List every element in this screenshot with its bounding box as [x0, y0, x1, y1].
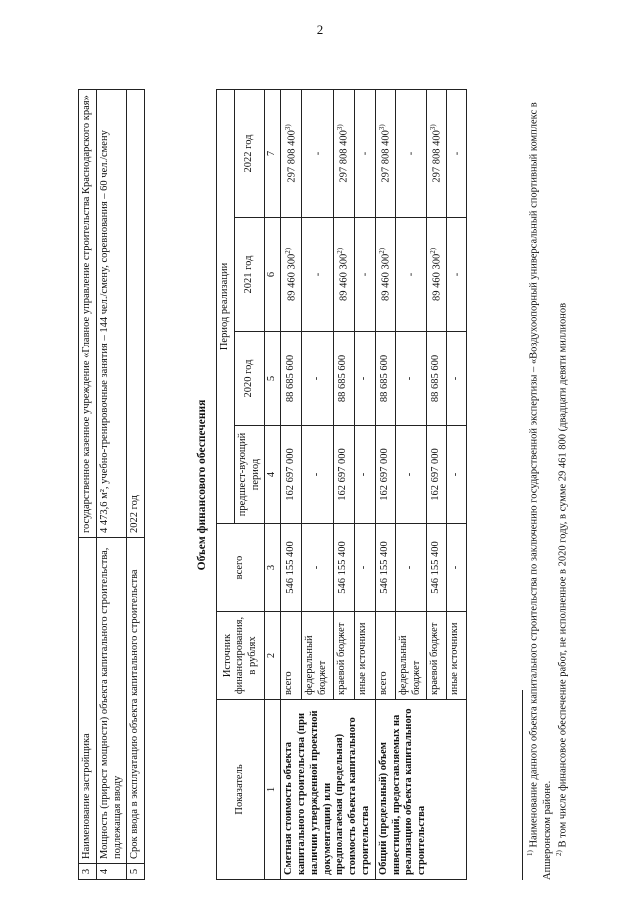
- year-2020-cell: 88 685 600: [281, 332, 302, 426]
- year-2020-cell: 88 685 600: [375, 332, 395, 426]
- amount: 297 808 400: [338, 130, 350, 183]
- year-2021-cell: [396, 218, 427, 332]
- amount: -: [359, 151, 371, 156]
- row-value: государственное казенное учреждение «Главное управление строительства Краснодарского края»: [79, 90, 97, 538]
- prev-period-cell: -: [354, 426, 375, 524]
- year-2020-cell: 88 685 600: [426, 332, 446, 426]
- finance-section-title: Объем финансового обеспечения: [196, 399, 208, 571]
- footnote-ref: 2): [336, 247, 345, 254]
- amount: 297 808 400: [286, 130, 298, 183]
- object-info-table: [78, 89, 145, 880]
- page-number: 2: [316, 22, 324, 37]
- footnote-ref: 3): [428, 124, 437, 131]
- footnotes: [526, 90, 570, 880]
- source-cell: федеральный бюджет: [302, 612, 334, 700]
- amount: -: [312, 151, 324, 156]
- amount: -: [451, 151, 463, 156]
- header-period: Период реализации: [217, 89, 235, 523]
- finance-table: [216, 89, 467, 880]
- amount: 89 460 300: [338, 253, 350, 302]
- year-2020-cell: -: [446, 332, 466, 426]
- year-2020-cell: -: [354, 332, 375, 426]
- year-2021-cell: [354, 218, 375, 332]
- year-2022-cell: [333, 89, 354, 217]
- amount: -: [451, 272, 463, 277]
- footnote-marker: 2): [554, 850, 563, 856]
- year-2022-cell: [426, 89, 446, 217]
- year-2021-cell: [446, 218, 466, 332]
- row-number: 5: [127, 864, 145, 880]
- header-total: всего: [217, 524, 265, 612]
- finance-header-row: [217, 89, 235, 879]
- column-index: 5: [265, 332, 281, 426]
- column-index: 3: [265, 524, 281, 612]
- amount: 297 808 400: [431, 130, 443, 183]
- row-label: Наименование застройщика: [79, 538, 97, 864]
- source-cell: иные источники: [446, 612, 466, 700]
- amount: -: [312, 272, 324, 277]
- year-2022-cell: [446, 89, 466, 217]
- source-cell: иные источники: [354, 612, 375, 700]
- header-indicator: Показатель: [217, 700, 265, 880]
- finance-row: [281, 89, 302, 879]
- prev-period-cell: 162 697 000: [426, 426, 446, 524]
- footnote-ref: 3): [283, 124, 292, 131]
- footnote-ref: 2): [283, 247, 292, 254]
- year-2020-cell: -: [302, 332, 334, 426]
- prev-period-cell: -: [396, 426, 427, 524]
- header-prev-period: предшест-вующий период: [234, 426, 265, 524]
- amount: -: [405, 272, 417, 277]
- info-row: [79, 90, 97, 880]
- rotated-document-body: [64, 53, 619, 898]
- row-number: 4: [96, 864, 127, 880]
- footnote-ref: 3): [336, 124, 345, 131]
- header-2022: 2022 год: [234, 89, 265, 217]
- amount: 89 460 300: [286, 253, 298, 302]
- total-cell: -: [302, 524, 334, 612]
- year-2022-cell: [375, 89, 395, 217]
- footnote-divider: [522, 690, 523, 880]
- finance-row: [375, 89, 395, 879]
- prev-period-cell: 162 697 000: [281, 426, 302, 524]
- source-cell: краевой бюджет: [426, 612, 446, 700]
- year-2022-cell: [302, 89, 334, 217]
- header-2021: 2021 год: [234, 218, 265, 332]
- year-2020-cell: 88 685 600: [333, 332, 354, 426]
- footnote-ref: 2): [377, 247, 386, 254]
- footnote: [555, 90, 570, 880]
- amount: 89 460 300: [431, 253, 443, 302]
- prev-period-cell: 162 697 000: [333, 426, 354, 524]
- year-2021-cell: [302, 218, 334, 332]
- total-cell: -: [446, 524, 466, 612]
- footnote: [526, 90, 555, 880]
- total-cell: 546 155 400: [281, 524, 302, 612]
- column-index: 7: [265, 89, 281, 217]
- source-cell: краевой бюджет: [333, 612, 354, 700]
- year-2021-cell: [426, 218, 446, 332]
- amount: 297 808 400: [380, 130, 392, 183]
- column-index: 6: [265, 218, 281, 332]
- year-2021-cell: [333, 218, 354, 332]
- row-number: 3: [79, 864, 97, 880]
- total-cell: -: [396, 524, 427, 612]
- footnote-ref: 3): [377, 124, 386, 131]
- year-2020-cell: -: [396, 332, 427, 426]
- row-value: 2022 год: [127, 90, 145, 538]
- amount: 89 460 300: [380, 253, 392, 302]
- footnote-ref: 2): [428, 247, 437, 254]
- info-row: [96, 90, 127, 880]
- prev-period-cell: -: [302, 426, 334, 524]
- indicator-cell: Общий (предельный) объем инвестиций, предоставляемых на реализацию объекта капитального строительства: [375, 700, 466, 880]
- footnote-text: В том числе финансовое обеспечение работ, не исполненное в 2020 году, в сумме 29 461 800 (двадцати девяти миллионов: [557, 302, 569, 848]
- header-source: Источник финансирования, в рублях: [217, 612, 265, 700]
- column-index: 4: [265, 426, 281, 524]
- row-label: Мощность (прирост мощности) объекта капитального строительства, подлежащая вводу: [96, 538, 127, 864]
- total-cell: 546 155 400: [333, 524, 354, 612]
- amount: -: [359, 272, 371, 277]
- total-cell: 546 155 400: [426, 524, 446, 612]
- footnote-marker: 1): [526, 850, 534, 856]
- footnote-text: Наименование данного объекта капитального строительства по заключению государственной экспертизы – «Воздухоопорный универсальный спортивный комплекс в Апшеронском районе.: [528, 102, 554, 880]
- prev-period-cell: -: [446, 426, 466, 524]
- year-2021-cell: [375, 218, 395, 332]
- header-2020: 2020 год: [234, 332, 265, 426]
- prev-period-cell: 162 697 000: [375, 426, 395, 524]
- indicator-cell: Сметная стоимость объекта капитального строительства (при наличии утвержденной проектной документации) или предполагаемая (предельная) стоимость объекта капитального строительства: [281, 700, 376, 880]
- total-cell: 546 155 400: [375, 524, 395, 612]
- year-2021-cell: [281, 218, 302, 332]
- source-cell: всего: [375, 612, 395, 700]
- column-index-row: [265, 89, 281, 879]
- year-2022-cell: [354, 89, 375, 217]
- info-row: [127, 90, 145, 880]
- row-label: Срок ввода в эксплуатацию объекта капитального строительства: [127, 538, 145, 864]
- column-index: 2: [265, 612, 281, 700]
- source-cell: всего: [281, 612, 302, 700]
- row-value: 4 473,6 м², учебно-тренировочные занятия – 144 чел./смену, соревнования – 60 чел./смену: [96, 90, 127, 538]
- amount: -: [405, 151, 417, 156]
- total-cell: -: [354, 524, 375, 612]
- source-cell: федеральный бюджет: [396, 612, 427, 700]
- year-2022-cell: [396, 89, 427, 217]
- year-2022-cell: [281, 89, 302, 217]
- column-index: 1: [265, 700, 281, 880]
